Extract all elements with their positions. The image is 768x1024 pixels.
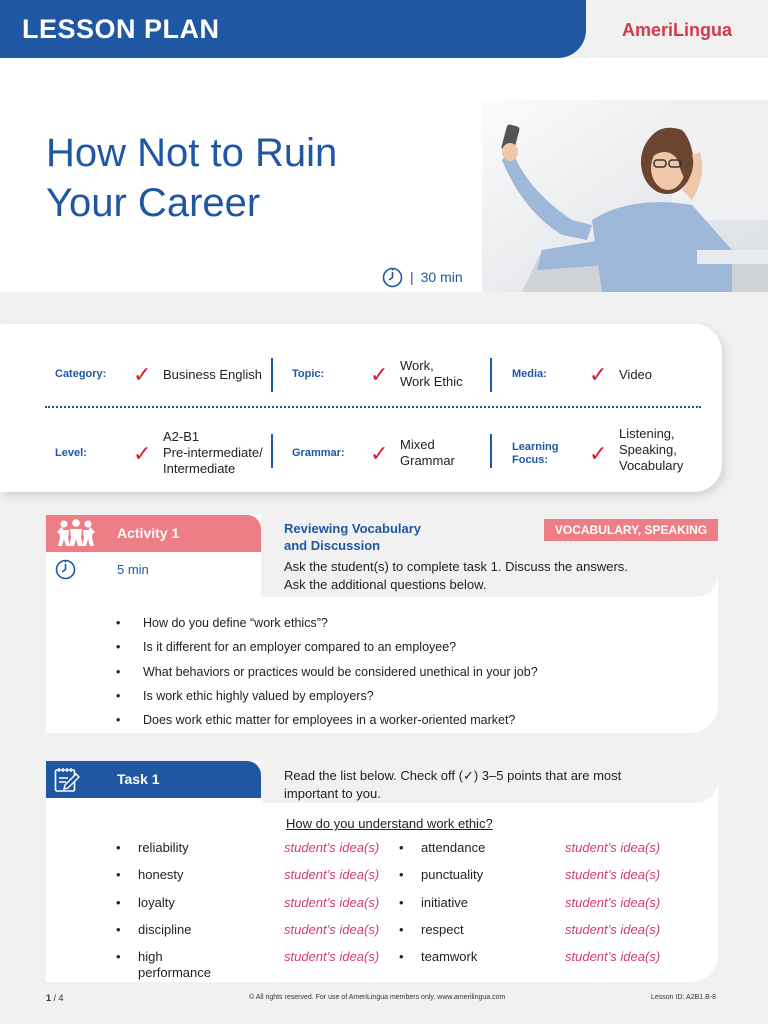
people-icon bbox=[57, 519, 95, 547]
answer-placeholder: student’s idea(s) bbox=[565, 922, 661, 937]
lesson-title-line2: Your Career bbox=[46, 181, 261, 225]
item-word: respect bbox=[421, 922, 464, 937]
hero-photo bbox=[482, 100, 768, 292]
bullet: • bbox=[116, 949, 121, 964]
lesson-id: Lesson ID: A2B1.B-8 bbox=[651, 994, 716, 1001]
topic-label: Topic: bbox=[292, 368, 325, 380]
category-value: Business English bbox=[163, 367, 262, 382]
answer-placeholder: student’s idea(s) bbox=[565, 840, 661, 855]
answer-placeholder: student’s idea(s) bbox=[284, 867, 380, 882]
bullet: • bbox=[399, 949, 404, 964]
divider bbox=[271, 434, 273, 468]
activity-1-label: Activity 1 bbox=[117, 525, 180, 541]
clock-icon bbox=[55, 559, 76, 580]
lesson-title bbox=[46, 128, 466, 228]
check-icon: ✓ bbox=[370, 441, 389, 466]
divider bbox=[271, 358, 273, 392]
page-number bbox=[46, 993, 64, 1003]
media-value: Video bbox=[619, 367, 653, 382]
clock-icon bbox=[382, 267, 403, 288]
check-icon: ✓ bbox=[589, 441, 608, 466]
task-1-question: How do you understand work ethic? bbox=[286, 816, 493, 831]
duration-value: 30 min bbox=[420, 269, 463, 285]
learning-focus-value-line1: Listening, bbox=[619, 426, 675, 441]
answer-placeholder: student’s idea(s) bbox=[284, 949, 380, 964]
bullet: • bbox=[399, 840, 404, 855]
topic-value-line1: Work, bbox=[400, 358, 434, 373]
bullet: • bbox=[116, 840, 121, 855]
level-value-line3: Intermediate bbox=[163, 461, 236, 476]
bullet: • bbox=[116, 867, 121, 882]
page-footer bbox=[0, 993, 768, 1005]
activity-1-tab bbox=[46, 515, 261, 552]
task-1-description-line1: Read the list below. Check off (✓) 3–5 points that are most bbox=[284, 768, 622, 783]
item-word: reliability bbox=[138, 840, 189, 855]
page-header-title: LESSON PLAN bbox=[22, 14, 220, 44]
dotted-divider bbox=[45, 406, 701, 408]
page-total: / 4 bbox=[51, 993, 64, 1003]
activity-1-description bbox=[284, 558, 628, 594]
answer-placeholder: student’s idea(s) bbox=[565, 867, 661, 882]
list-item: • Does work ethic matter for employees in a worker-oriented market? bbox=[116, 708, 538, 732]
item-word: loyalty bbox=[138, 895, 175, 910]
task-1-card bbox=[46, 761, 718, 982]
check-icon: ✓ bbox=[133, 441, 152, 466]
bullet: • bbox=[399, 922, 404, 937]
list-item: • Is work ethic highly valued by employers? bbox=[116, 684, 538, 708]
activity-1-heading bbox=[284, 520, 421, 554]
task-1-label: Task 1 bbox=[117, 771, 160, 787]
topic-value bbox=[400, 358, 463, 390]
notepad-pencil-icon bbox=[54, 766, 80, 793]
activity-1-heading-line2: and Discussion bbox=[284, 538, 381, 553]
level-value bbox=[163, 429, 263, 477]
activity-1-heading-line1: Reviewing Vocabulary bbox=[284, 521, 422, 536]
lesson-info-card bbox=[0, 324, 722, 492]
check-icon: ✓ bbox=[589, 362, 608, 387]
lesson-title-line1: How Not to Ruin bbox=[46, 131, 338, 175]
page-current: 1 bbox=[46, 993, 52, 1003]
grammar-value-line2: Grammar bbox=[400, 453, 455, 468]
media-label: Media: bbox=[512, 368, 547, 380]
learning-focus-label-line1: Learning bbox=[512, 441, 559, 453]
activity-1-description-line2: Ask the additional questions below. bbox=[284, 577, 487, 592]
item-word: high performance bbox=[138, 949, 211, 980]
task-1-description-line2: important to you. bbox=[284, 786, 381, 801]
task-1-tab bbox=[46, 761, 261, 798]
level-value-line1: A2-B1 bbox=[163, 429, 200, 444]
list-item: • Is it different for an employer compared to an employee? bbox=[116, 635, 538, 659]
learning-focus-value-line3: Vocabulary bbox=[619, 458, 684, 473]
item-word: honesty bbox=[138, 867, 184, 882]
grammar-value-line1: Mixed bbox=[400, 437, 435, 452]
list-item: • How do you define “work ethics”? bbox=[116, 611, 538, 635]
learning-focus-label bbox=[512, 441, 558, 467]
discussion-questions bbox=[116, 611, 538, 732]
bullet: • bbox=[116, 895, 121, 910]
divider bbox=[490, 358, 492, 392]
topic-value-line2: Work Ethic bbox=[400, 374, 463, 389]
item-word: teamwork bbox=[421, 949, 478, 964]
answer-placeholder: student’s idea(s) bbox=[284, 840, 380, 855]
answer-placeholder: student’s idea(s) bbox=[284, 922, 380, 937]
item-word: punctuality bbox=[421, 867, 484, 882]
copyright: © All rights reserved. For use of AmeriLingua members only. www.amerilingua.com bbox=[249, 994, 506, 1001]
divider bbox=[490, 434, 492, 468]
category-label: Category: bbox=[55, 368, 107, 380]
learning-focus-value bbox=[619, 426, 683, 474]
item-word: attendance bbox=[421, 840, 486, 855]
bullet: • bbox=[116, 922, 121, 937]
task-1-description bbox=[284, 767, 621, 803]
logo: AmeriLingua bbox=[622, 20, 733, 40]
activity-1-card bbox=[46, 515, 718, 733]
item-word: initiative bbox=[421, 895, 468, 910]
bullet: • bbox=[399, 867, 404, 882]
check-icon: ✓ bbox=[370, 362, 389, 387]
activity-1-description-line1: Ask the student(s) to complete task 1. Discuss the answers. bbox=[284, 559, 628, 574]
learning-focus-label-line2: Focus: bbox=[512, 454, 549, 466]
duration-separator: | bbox=[410, 269, 414, 285]
grammar-label: Grammar: bbox=[292, 447, 345, 459]
learning-focus-value-line2: Speaking, bbox=[619, 442, 677, 457]
level-value-line2: Pre-intermediate/ bbox=[163, 445, 263, 460]
answer-placeholder: student’s idea(s) bbox=[565, 895, 661, 910]
bullet: • bbox=[399, 895, 404, 910]
item-word: discipline bbox=[138, 922, 192, 937]
lesson-duration bbox=[382, 266, 463, 288]
activity-1-time: 5 min bbox=[117, 562, 149, 577]
level-label: Level: bbox=[55, 447, 87, 459]
check-icon: ✓ bbox=[133, 362, 152, 387]
list-item: • What behaviors or practices would be considered unethical in your job? bbox=[116, 660, 538, 684]
grammar-value bbox=[400, 437, 455, 469]
skill-tag: VOCABULARY, SPEAKING bbox=[544, 519, 718, 541]
answer-placeholder: student’s idea(s) bbox=[284, 895, 380, 910]
answer-placeholder: student’s idea(s) bbox=[565, 949, 661, 964]
